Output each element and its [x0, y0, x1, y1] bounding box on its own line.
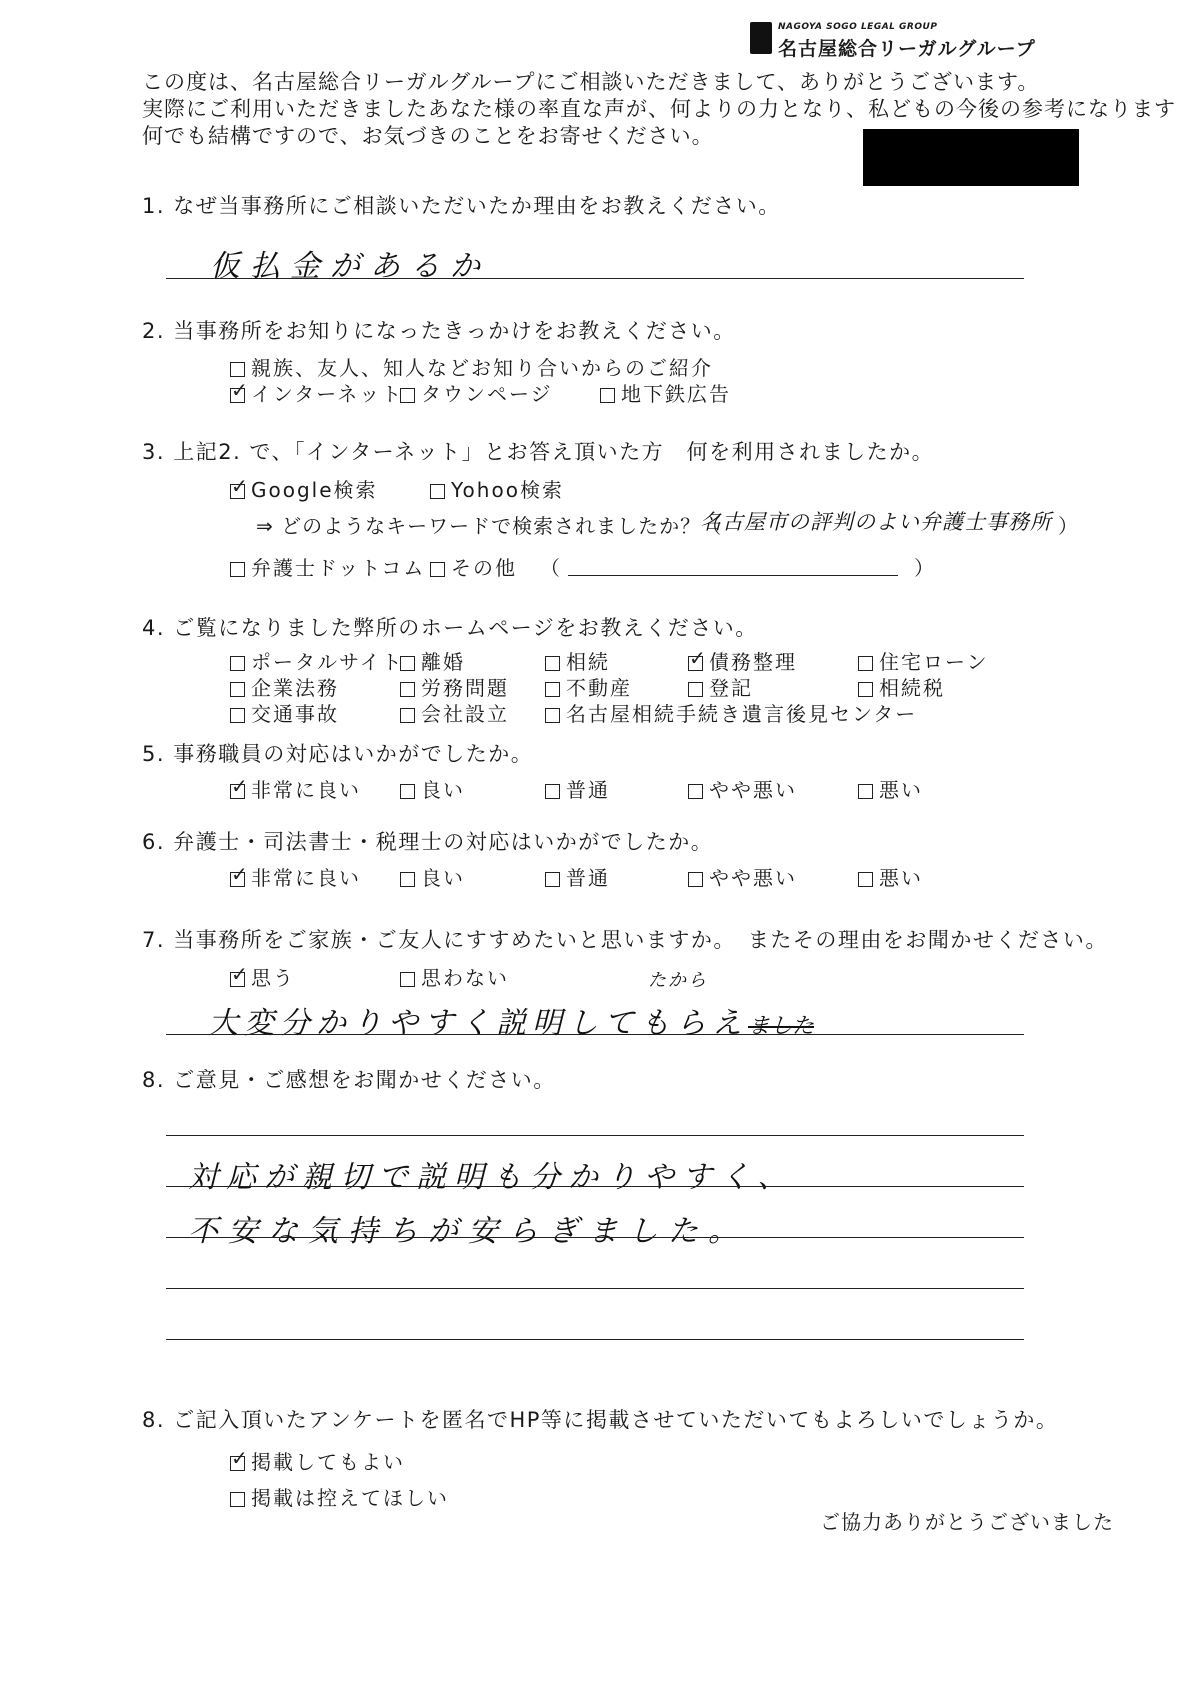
- checkbox[interactable]: [545, 682, 560, 697]
- q2-option-referral[interactable]: 親族、友人、知人などお知り合いからのご紹介: [230, 352, 713, 381]
- q4-option-inheritance[interactable]: 相続: [545, 646, 610, 675]
- q3-option-other[interactable]: その他: [430, 552, 517, 581]
- q7-answer-insert: たから: [648, 970, 708, 991]
- q2-option-townpage[interactable]: タウンページ: [400, 378, 553, 407]
- q5-option-bad[interactable]: 悪い: [858, 774, 923, 803]
- q7-answer: 大変分かりやすく説明してもらえ: [208, 1006, 748, 1041]
- checkbox[interactable]: [430, 484, 445, 499]
- q8-line-1: [166, 1135, 1024, 1136]
- q3-other-close-paren: ）: [914, 556, 936, 580]
- checkbox[interactable]: [545, 784, 560, 799]
- q8-question: 8. ご意見・ご感想をお聞かせください。: [142, 1068, 556, 1092]
- q4-question: 4. ご覧になりました弊所のホームページをお教えください。: [142, 616, 758, 640]
- checkbox[interactable]: [688, 872, 703, 887]
- q7-answer-struck: ました: [748, 1014, 815, 1039]
- checkbox[interactable]: [545, 656, 560, 671]
- q7-option-yes[interactable]: ✓思う: [230, 962, 295, 991]
- q9-option-allow[interactable]: ✓掲載してもよい: [230, 1446, 405, 1475]
- checkbox[interactable]: [545, 872, 560, 887]
- checkbox[interactable]: [688, 682, 703, 697]
- q6-option-very-good[interactable]: ✓非常に良い: [230, 862, 361, 891]
- q4-option-debt[interactable]: ✓ 債務整理: [688, 646, 797, 675]
- q3-option-bengoshi-dotcom[interactable]: 弁護士ドットコム: [230, 552, 425, 581]
- q4-option-mortgage[interactable]: 住宅ローン: [858, 646, 989, 675]
- q8-answer-line-2: 不安な気持ちが安らぎました。: [188, 1214, 748, 1249]
- q6-question: 6. 弁護士・司法書士・税理士の対応はいかがでしたか。: [142, 830, 714, 854]
- q7-option-no[interactable]: 思わない: [400, 962, 509, 991]
- checkbox[interactable]: [858, 784, 873, 799]
- q3-keyword-answer: 名古屋市の評判のよい弁護士事務所: [700, 510, 1052, 534]
- q4-option-corporate[interactable]: 企業法務: [230, 672, 339, 701]
- q4-option-nagoya-center[interactable]: 名古屋相続手続き遺言後見センター: [545, 698, 917, 727]
- q5-option-somewhat-bad[interactable]: やや悪い: [688, 774, 797, 803]
- q1-answer-line: [166, 278, 1024, 279]
- intro-line-2: 実際にご利用いただきましたあなた様の率直な声が、何よりの力となり、私どもの今後の参考になります: [142, 97, 1176, 121]
- q3-keyword-close: ）: [1058, 514, 1080, 538]
- checkbox[interactable]: [230, 682, 245, 697]
- q5-option-very-good[interactable]: ✓非常に良い: [230, 774, 361, 803]
- q4-option-divorce[interactable]: 離婚: [400, 646, 465, 675]
- redaction-block: [863, 129, 1079, 186]
- q7-question: 7. 当事務所をご家族・ご友人にすすめたいと思いますか。 またその理由をお聞かせください。: [142, 928, 1108, 952]
- checkbox[interactable]: [858, 656, 873, 671]
- checkbox[interactable]: [400, 784, 415, 799]
- q3-other-open-paren: （: [540, 556, 562, 580]
- q4-option-labor[interactable]: 労務問題: [400, 672, 509, 701]
- checkbox-checked[interactable]: [230, 872, 245, 887]
- q3-option-google[interactable]: ✓Google検索: [230, 474, 378, 503]
- q3-keyword-prompt: ⇒ どのようなキーワードで検索されましたか？（: [256, 514, 723, 538]
- q5-option-normal[interactable]: 普通: [545, 774, 610, 803]
- q5-question: 5. 事務職員の対応はいかがでしたか。: [142, 742, 534, 766]
- checkbox[interactable]: [230, 362, 245, 377]
- checkbox-checked[interactable]: [230, 484, 245, 499]
- checkbox[interactable]: [230, 708, 245, 723]
- q8-line-5: [166, 1339, 1024, 1340]
- checkbox[interactable]: [230, 562, 245, 577]
- q7-answer-row: [208, 998, 814, 1042]
- checkbox-checked[interactable]: [230, 784, 245, 799]
- checkbox[interactable]: [400, 972, 415, 987]
- checkbox[interactable]: [600, 388, 615, 403]
- q8-answer-line-1: 対応が親切で説明も分かりやすく、: [188, 1160, 796, 1195]
- logo-english: NAGOYA SOGO LEGAL GROUP: [778, 22, 938, 32]
- q2-question: 2. 当事務所をお知りになったきっかけをお教えください。: [142, 319, 736, 343]
- checkbox[interactable]: [545, 708, 560, 723]
- checkbox[interactable]: [400, 682, 415, 697]
- q4-option-company-setup[interactable]: 会社設立: [400, 698, 509, 727]
- checkbox[interactable]: [858, 682, 873, 697]
- checkbox[interactable]: [430, 562, 445, 577]
- q6-option-bad[interactable]: 悪い: [858, 862, 923, 891]
- q3-question: 3. 上記2. で、「インターネット」とお答え頂いた方 何を利用されましたか。: [142, 440, 935, 464]
- q7-answer-line: [166, 1034, 1024, 1035]
- q3-other-input-line[interactable]: [568, 575, 898, 576]
- q8-line-2: [166, 1186, 1024, 1187]
- checkbox-checked[interactable]: [230, 388, 245, 403]
- checkbox[interactable]: [400, 656, 415, 671]
- checkbox[interactable]: [400, 388, 415, 403]
- q4-option-portal[interactable]: ポータルサイト: [230, 646, 404, 675]
- checkbox[interactable]: [400, 872, 415, 887]
- checkbox[interactable]: [230, 1492, 245, 1507]
- q5-option-good[interactable]: 良い: [400, 774, 465, 803]
- checkbox-checked[interactable]: [230, 1456, 245, 1471]
- q8-line-4: [166, 1288, 1024, 1289]
- footer-thanks: ご協力ありがとうございました: [820, 1510, 1114, 1534]
- q6-option-somewhat-bad[interactable]: やや悪い: [688, 862, 797, 891]
- q1-answer: 仮払金があるか: [210, 249, 490, 284]
- q4-option-registration[interactable]: 登記: [688, 672, 753, 701]
- logo-japanese: 名古屋総合リーガルグループ: [778, 38, 1036, 60]
- checkbox[interactable]: [858, 872, 873, 887]
- q4-option-realestate[interactable]: 不動産: [545, 672, 632, 701]
- checkbox[interactable]: [230, 656, 245, 671]
- intro-line-1: この度は、名古屋総合リーガルグループにご相談いただきまして、ありがとうございます。: [142, 70, 1040, 94]
- q2-option-subway-ad[interactable]: 地下鉄広告: [600, 378, 731, 407]
- q1-question: 1. なぜ当事務所にご相談いただいたか理由をお教えください。: [142, 194, 781, 218]
- checkbox[interactable]: [688, 784, 703, 799]
- q4-option-traffic[interactable]: 交通事故: [230, 698, 339, 727]
- q9-question: 8. ご記入頂いたアンケートを匿名でHP等に掲載させていただいてもよろしいでしょうか。: [142, 1408, 1059, 1432]
- group-logo-icon: [750, 22, 772, 54]
- checkbox-checked[interactable]: [688, 656, 703, 671]
- q9-option-decline[interactable]: 掲載は控えてほしい: [230, 1482, 449, 1511]
- checkbox-checked[interactable]: [230, 972, 245, 987]
- q2-option-internet[interactable]: ✓インターネット: [230, 378, 403, 407]
- intro-line-3: 何でも結構ですので、お気づきのことをお寄せください。: [142, 124, 714, 148]
- q6-option-good[interactable]: 良い: [400, 862, 465, 891]
- q3-option-yahoo[interactable]: Yohoo検索: [430, 474, 564, 503]
- checkbox[interactable]: [400, 708, 415, 723]
- q4-option-inheritance-tax[interactable]: 相続税: [858, 672, 945, 701]
- q6-option-normal[interactable]: 普通: [545, 862, 610, 891]
- q8-line-3: [166, 1237, 1024, 1238]
